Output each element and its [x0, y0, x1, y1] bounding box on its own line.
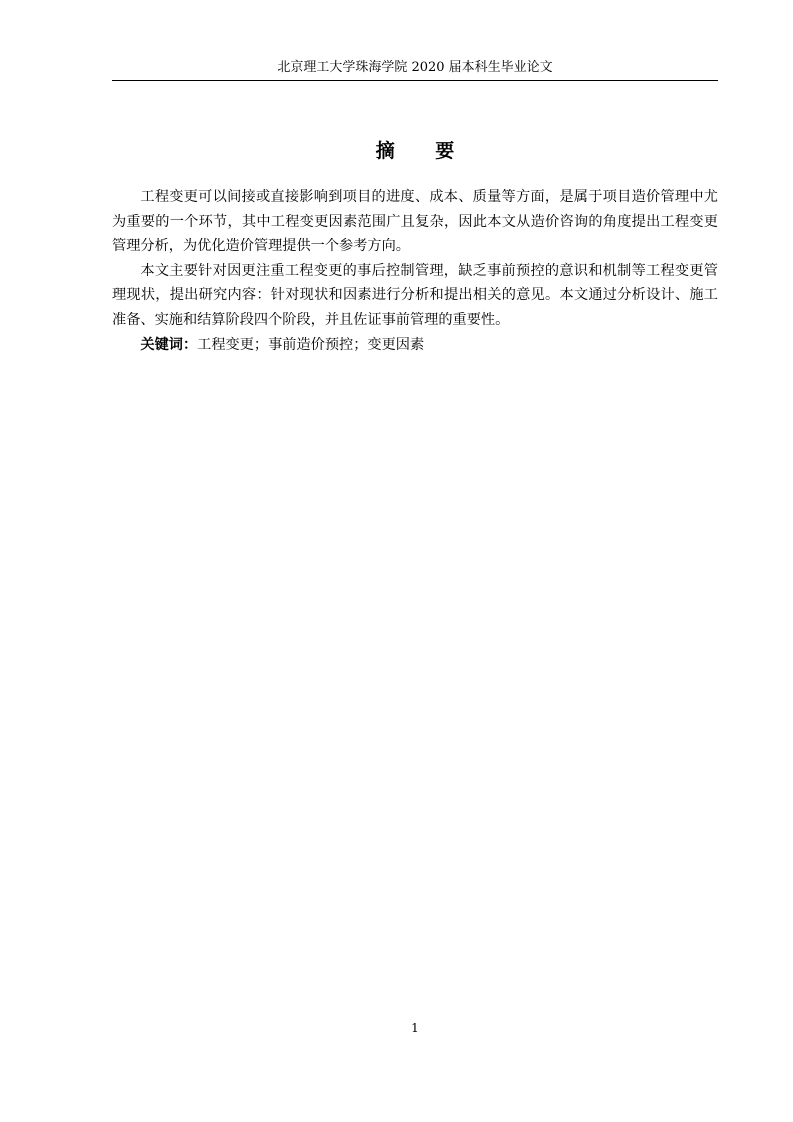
abstract-paragraph-2: 本文主要针对因更注重工程变更的事后控制管理，缺乏事前预控的意识和机制等工程变更管理现状，提出研究内容：针对现状和因素进行分析和提出相关的意见。本文通过分析设计、施工准备、实施和结算阶段四个阶段，并且佐证事前管理的重要性。 [112, 262, 718, 328]
page-number: 1 [411, 1021, 419, 1035]
abstract-body [112, 185, 718, 357]
header-title: 北京理工大学珠海学院 2020 届本科生毕业论文 [277, 60, 553, 75]
keywords-label: 关键词： [140, 336, 198, 353]
page-header [112, 56, 718, 81]
abstract-heading: 摘 要 [375, 140, 472, 162]
keywords-line [112, 333, 718, 358]
keywords-text: 工程变更；事前造价预控；变更因素 [197, 336, 425, 353]
abstract-paragraph-1: 工程变更可以间接或直接影响到项目的进度、成本、质量等方面，是属于项目造价管理中尤为重要的一个环节，其中工程变更因素范围广且复杂，因此本文从造价咨询的角度提出工程变更管理分析，为优化造价管理提供一个参考方向。 [112, 189, 718, 255]
